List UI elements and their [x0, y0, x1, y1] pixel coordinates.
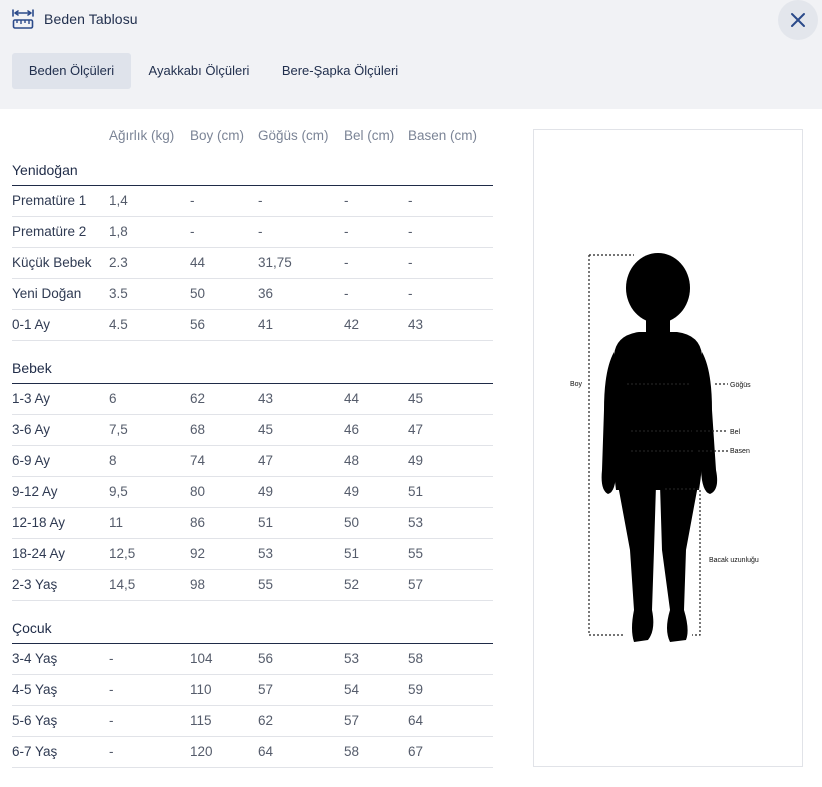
table-cell: -	[344, 193, 349, 208]
table-cell: -	[258, 193, 263, 208]
row-label: 12-18 Ay	[12, 515, 66, 530]
table-cell: -	[109, 682, 114, 697]
tab-ayakkabi-olculeri[interactable]: Ayakkabı Ölçüleri	[148, 63, 250, 78]
table-cell: 98	[190, 577, 206, 592]
table-cell: 42	[344, 317, 360, 332]
table-row	[12, 736, 493, 737]
table-cell: 62	[258, 713, 274, 728]
table-cell: 11	[109, 515, 124, 530]
label-bel: Bel	[730, 429, 741, 436]
table-cell: 49	[344, 484, 360, 499]
row-label: Prematüre 2	[12, 224, 87, 239]
table-cell: 53	[408, 515, 424, 530]
table-cell: 41	[258, 317, 274, 332]
table-cell: 53	[344, 651, 360, 666]
table-cell: 44	[190, 255, 206, 270]
table-cell: 110	[190, 682, 212, 697]
table-cell: 1,8	[109, 224, 128, 239]
row-label: 6-7 Yaş	[12, 744, 58, 759]
table-cell: 104	[190, 651, 213, 666]
column-header: Ağırlık (kg)	[109, 128, 175, 143]
row-label: 1-3 Ay	[12, 391, 51, 406]
modal-header	[0, 0, 822, 109]
section-divider	[12, 185, 493, 186]
column-header: Bel (cm)	[344, 128, 395, 143]
table-cell: 14,5	[109, 577, 136, 592]
close-button[interactable]	[778, 0, 818, 40]
row-label: 9-12 Ay	[12, 484, 58, 499]
table-cell: 47	[258, 453, 274, 468]
table-cell: 36	[258, 286, 274, 301]
table-cell: 62	[190, 391, 206, 406]
table-row	[12, 247, 493, 248]
row-label: 18-24 Ay	[12, 546, 66, 561]
table-cell: 67	[408, 744, 424, 759]
table-cell: 2.3	[109, 255, 128, 270]
table-cell: 52	[344, 577, 360, 592]
table-cell: 51	[258, 515, 274, 530]
section-divider	[12, 383, 493, 384]
table-cell: 45	[258, 422, 274, 437]
row-label: 2-3 Yaş	[12, 577, 58, 592]
table-cell: 43	[408, 317, 424, 332]
table-row	[12, 309, 493, 310]
table-cell: 86	[190, 515, 206, 530]
section-divider	[12, 643, 493, 644]
table-row	[12, 278, 493, 279]
table-cell: -	[190, 193, 195, 208]
table-cell: 50	[190, 286, 206, 301]
table-cell: 51	[344, 546, 360, 561]
table-cell: 64	[408, 713, 424, 728]
table-cell: 80	[190, 484, 206, 499]
table-cell: 46	[344, 422, 360, 437]
table-row	[12, 705, 493, 706]
table-cell: 31,75	[258, 255, 292, 270]
table-cell: -	[109, 651, 114, 666]
column-header: Basen (cm)	[408, 128, 478, 143]
table-cell: -	[344, 255, 349, 270]
table-cell: 57	[408, 577, 424, 592]
row-label: 0-1 Ay	[12, 317, 51, 332]
table-cell: 49	[258, 484, 274, 499]
table-cell: 57	[344, 713, 360, 728]
table-cell: 47	[408, 422, 424, 437]
row-label: 4-5 Yaş	[12, 682, 58, 697]
table-row	[12, 507, 493, 508]
table-cell: 120	[190, 744, 213, 759]
table-cell: 115	[190, 713, 212, 728]
tab-beden-olculeri[interactable]: Beden Ölçüleri	[12, 53, 131, 89]
label-bacak-uzunlugu: Bacak uzunluğu	[709, 557, 759, 564]
table-cell: -	[408, 286, 413, 301]
section-title: Yenidoğan	[12, 162, 78, 178]
table-cell: 59	[408, 682, 424, 697]
row-label: Küçük Bebek	[12, 255, 92, 270]
table-cell: 8	[109, 453, 117, 468]
table-cell: 51	[408, 484, 424, 499]
table-cell: 44	[344, 391, 360, 406]
table-row	[12, 445, 493, 446]
table-cell: 92	[190, 546, 206, 561]
row-label: 3-4 Yaş	[12, 651, 58, 666]
table-cell: 55	[258, 577, 274, 592]
column-header: Göğüs (cm)	[258, 128, 329, 143]
table-cell: 6	[109, 391, 117, 406]
table-cell: 56	[258, 651, 274, 666]
modal-title: Beden Tablosu	[44, 11, 138, 27]
table-row	[12, 538, 493, 539]
table-cell: 54	[344, 682, 360, 697]
table-cell: -	[408, 224, 413, 239]
table-cell: -	[109, 744, 114, 759]
table-cell: -	[344, 286, 349, 301]
table-row	[12, 674, 493, 675]
section-title: Bebek	[12, 360, 52, 376]
table-row	[12, 340, 493, 341]
table-row	[12, 767, 493, 768]
table-cell: -	[408, 255, 413, 270]
table-cell: 58	[408, 651, 424, 666]
table-cell: -	[408, 193, 413, 208]
table-cell: 64	[258, 744, 274, 759]
measurement-figure	[533, 129, 803, 767]
table-row	[12, 476, 493, 477]
label-boy: Boy	[570, 381, 583, 388]
row-label: Prematüre 1	[12, 193, 87, 208]
table-cell: 74	[190, 453, 206, 468]
table-cell: 57	[258, 682, 274, 697]
table-cell: 48	[344, 453, 360, 468]
table-cell: 4.5	[109, 317, 128, 332]
column-header: Boy (cm)	[190, 128, 244, 143]
table-cell: 43	[258, 391, 274, 406]
row-label: 6-9 Ay	[12, 453, 51, 468]
label-gogus: Göğüs	[730, 382, 751, 389]
table-cell: -	[344, 224, 349, 239]
table-cell: 55	[408, 546, 424, 561]
tab-bere-sapka-olculeri[interactable]: Bere-Şapka Ölçüleri	[281, 63, 399, 78]
row-label: 5-6 Yaş	[12, 713, 58, 728]
row-label: 3-6 Ay	[12, 422, 51, 437]
table-cell: 9,5	[109, 484, 128, 499]
table-cell: 68	[190, 422, 206, 437]
close-icon	[790, 12, 806, 28]
table-row	[12, 414, 493, 415]
label-basen: Basen	[730, 448, 750, 455]
table-row	[12, 600, 493, 601]
ruler-icon	[12, 8, 34, 30]
table-cell: 7,5	[109, 422, 128, 437]
table-cell: -	[109, 713, 114, 728]
table-cell: 1,4	[109, 193, 128, 208]
table-cell: 50	[344, 515, 360, 530]
table-cell: 58	[344, 744, 360, 759]
table-cell: -	[190, 224, 195, 239]
table-cell: 53	[258, 546, 274, 561]
table-row	[12, 569, 493, 570]
section-title: Çocuk	[12, 620, 52, 636]
table-cell: 12,5	[109, 546, 136, 561]
table-cell: 49	[408, 453, 424, 468]
table-cell: -	[258, 224, 263, 239]
table-row	[12, 216, 493, 217]
table-cell: 56	[190, 317, 206, 332]
table-cell: 3.5	[109, 286, 128, 301]
row-label: Yeni Doğan	[12, 286, 82, 301]
table-cell: 45	[408, 391, 424, 406]
